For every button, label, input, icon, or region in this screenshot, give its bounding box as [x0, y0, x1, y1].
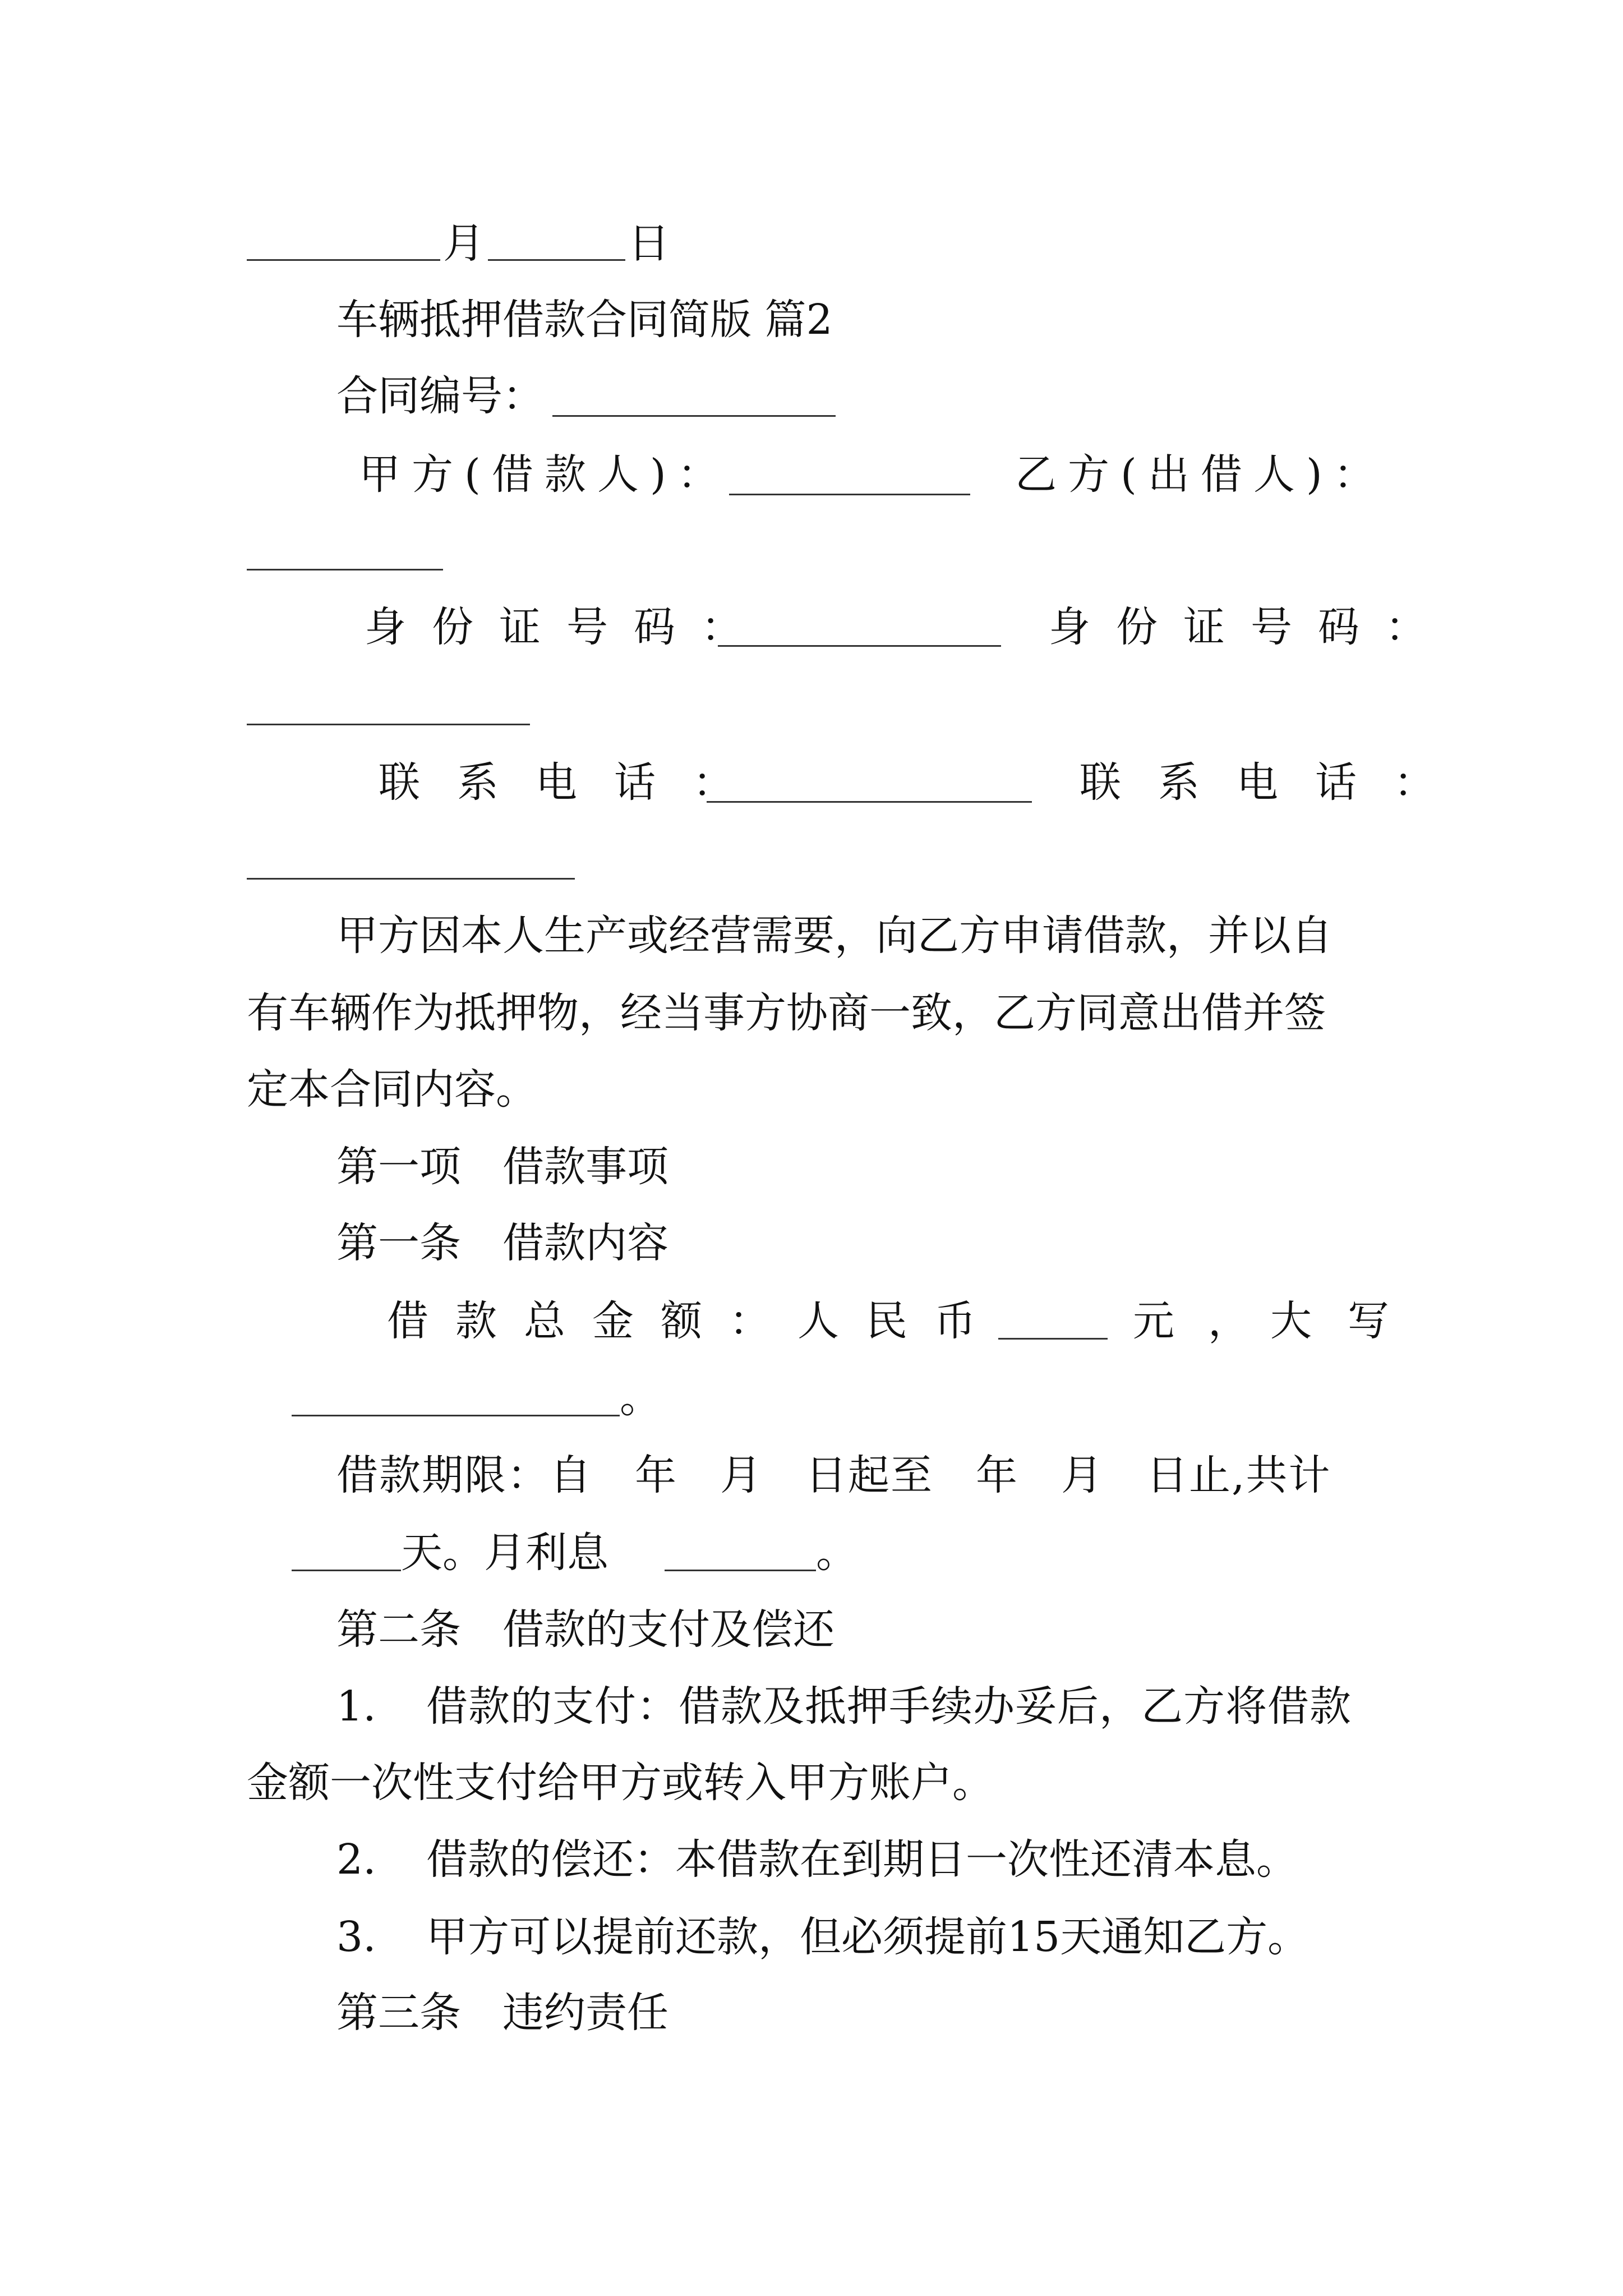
amount-uppercase-label: 大写: [1270, 1297, 1425, 1345]
id-a-blank: [718, 645, 1001, 647]
phone-a-label: 联系电话：: [379, 758, 771, 807]
clause-3-num: 3.: [336, 1913, 376, 1961]
article-3-heading: 第三条 违约责任: [336, 1989, 668, 2037]
month-label: 月: [443, 219, 485, 268]
party-a-blank: [729, 494, 970, 495]
clause-3-text: 甲方可以提前还款，但必须提前15天通知乙方。: [426, 1913, 1310, 1961]
phone-b-label: 联系电话：: [1080, 758, 1472, 807]
amount-uppercase-blank: [292, 1415, 620, 1416]
clause-1-text: 借款的支付：借款及抵押手续办妥后，乙方将借款: [426, 1682, 1352, 1731]
day-blank: [488, 259, 625, 261]
monthly-interest-blank: [665, 1570, 816, 1571]
party-b-blank: [247, 569, 443, 570]
article-2-heading: 第二条 借款的支付及偿还: [336, 1605, 834, 1654]
amount-end: 。: [620, 1374, 661, 1422]
year-blank: [247, 259, 440, 261]
id-a-label: 身份证号码：: [365, 603, 768, 651]
clause-2-num: 2.: [336, 1835, 376, 1884]
term-days-blank: [292, 1570, 401, 1571]
day-label: 日: [628, 219, 670, 268]
phone-b-blank: [247, 878, 575, 880]
amount-blank: [998, 1338, 1108, 1340]
clause-1-num: 1.: [336, 1682, 376, 1731]
clause-1-cont: 金额一次性支付给甲方或转入甲方账户。: [247, 1759, 994, 1807]
term-line-1: 借款期限：自 年 月 日起至 年 月 日止,共计: [336, 1451, 1331, 1499]
id-b-blank: [247, 724, 530, 725]
clause-2-text: 借款的偿还：本借款在到期日一次性还清本息。: [426, 1835, 1298, 1884]
party-a-label: 甲方(借款人)：: [359, 450, 730, 499]
item-1-heading: 第一项 借款事项: [336, 1143, 668, 1191]
term-days-label: 天。月利息: [401, 1529, 608, 1577]
contract-title: 车辆抵押借款合同简版 篇2: [336, 296, 833, 344]
contract-no-label: 合同编号：: [336, 372, 544, 420]
contract-no-blank: [552, 415, 836, 417]
term-end: 。: [816, 1529, 857, 1577]
amount-unit: 元，: [1133, 1297, 1283, 1345]
intro-line-2: 有车辆作为抵押物，经当事方协商一致，乙方同意出借并签: [247, 989, 1326, 1037]
amount-label: 借款总金额：人民币: [387, 1297, 1003, 1345]
article-1-heading: 第一条 借款内容: [336, 1219, 668, 1267]
intro-line-3: 定本合同内容。: [247, 1065, 537, 1114]
id-b-label: 身份证号码：: [1049, 603, 1453, 651]
party-b-label: 乙方(出借人)：: [1015, 450, 1386, 499]
phone-a-blank: [707, 801, 1032, 803]
intro-line-1: 甲方因本人生产或经营需要，向乙方申请借款，并以自: [336, 912, 1332, 960]
